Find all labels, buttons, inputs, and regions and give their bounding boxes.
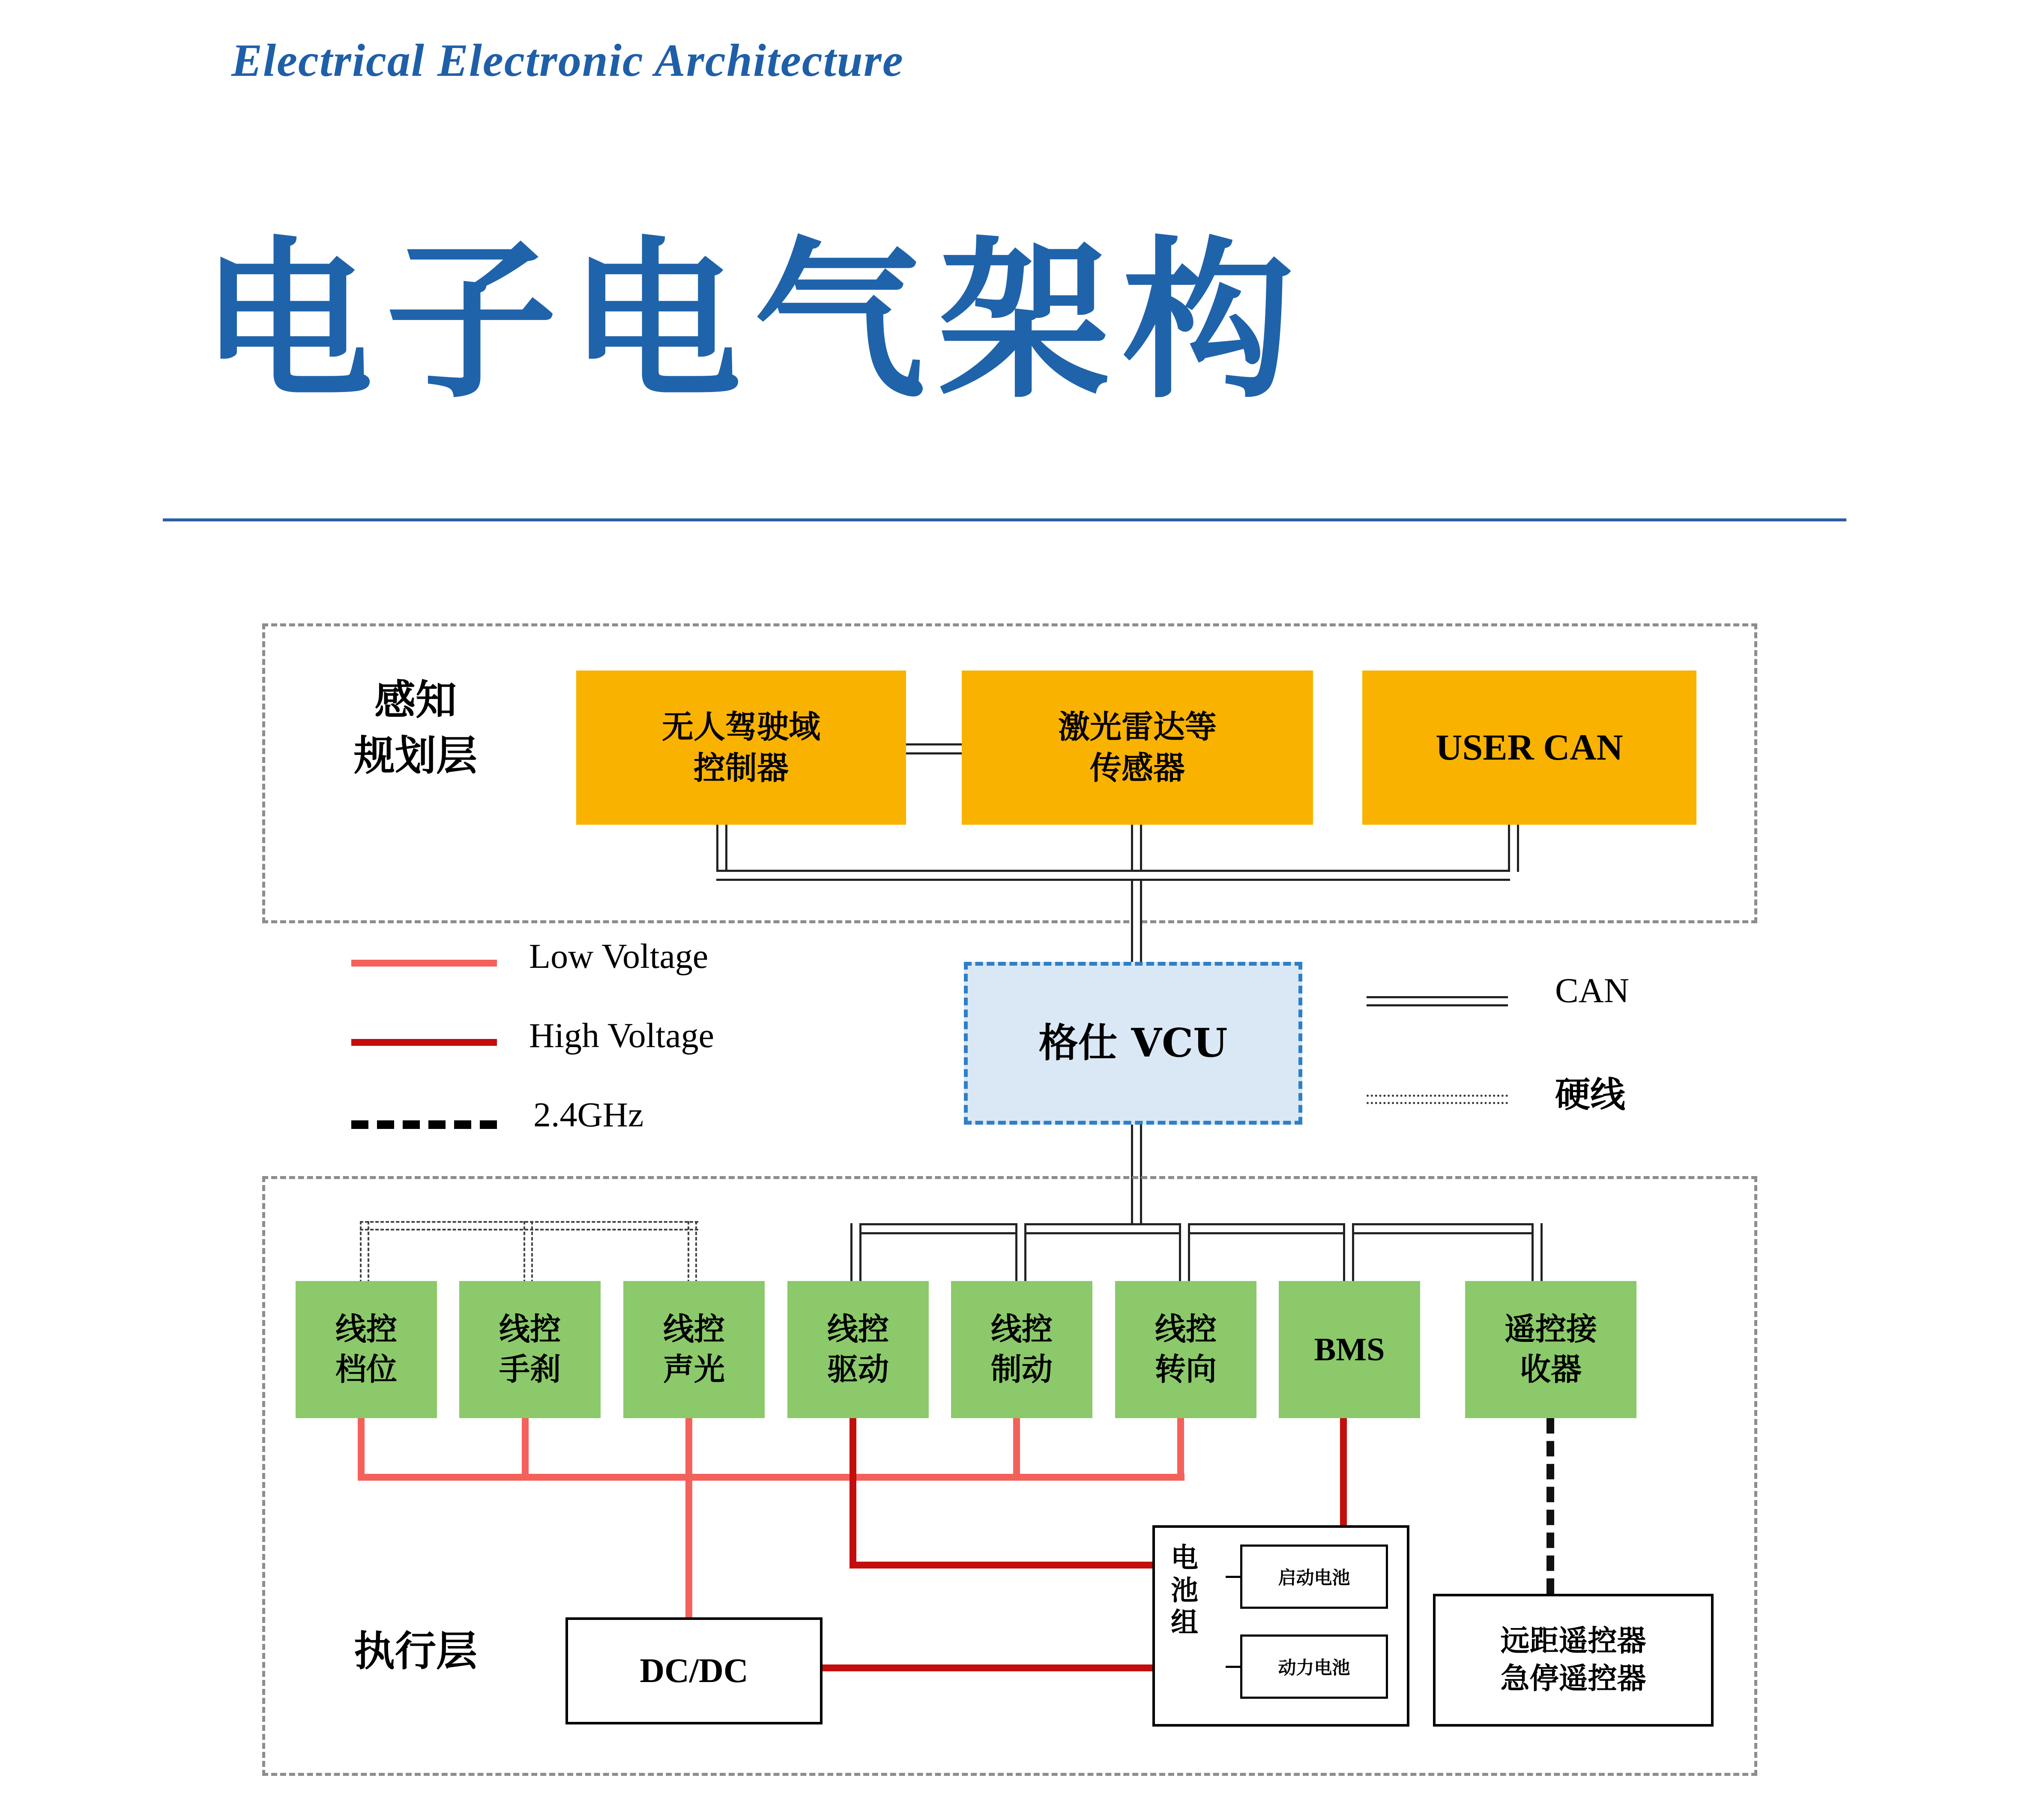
ad-domain-label-line2: 控制器 [694, 750, 789, 787]
remote-controller-label-line2: 急停遥控器 [1500, 1662, 1646, 1696]
drive-label-line1: 线控 [827, 1311, 889, 1347]
node-bms[interactable] [1279, 1281, 1420, 1418]
sound-light-label-line1: 线控 [663, 1311, 725, 1347]
gear-label-line1: 线控 [335, 1311, 397, 1347]
node-drive-by-wire-brake[interactable] [951, 1281, 1092, 1418]
can-drop-drive [850, 1223, 861, 1283]
header-divider [163, 518, 1846, 521]
remote-receiver-label-line1: 遥控接 [1504, 1311, 1597, 1347]
handbrake-label-line1: 线控 [499, 1311, 561, 1347]
bms-label: BMS [1314, 1331, 1385, 1368]
hardwire-drop-handbrake [523, 1221, 533, 1283]
node-remote-controller[interactable] [1433, 1594, 1714, 1727]
lv-drop-steering [1177, 1418, 1184, 1480]
lv-feed-dcdc [685, 1474, 692, 1617]
wireless-link-remote [1546, 1418, 1554, 1594]
node-drive-by-wire-drive[interactable] [787, 1281, 929, 1418]
perception-label-line2: 规划层 [354, 731, 477, 780]
lv-bus [358, 1474, 1185, 1481]
node-drive-by-wire-handbrake[interactable] [459, 1281, 601, 1418]
node-drive-by-wire-sound-light[interactable] [623, 1281, 765, 1418]
ad-domain-label-line1: 无人驾驶域 [662, 708, 820, 745]
vcu-label: 格仕 VCU [1038, 1020, 1228, 1066]
node-vcu[interactable] [964, 962, 1302, 1125]
gear-label-line2: 档位 [335, 1351, 397, 1387]
node-ad-domain-controller[interactable] [576, 671, 906, 825]
node-drive-by-wire-steering[interactable] [1115, 1281, 1256, 1418]
legend-swatch-can [1367, 996, 1508, 1006]
battery-label-text: 电 池 组 [1171, 1542, 1198, 1639]
legend-label-low-voltage: Low Voltage [529, 937, 709, 976]
perception-layer-label [326, 673, 506, 784]
execution-label-line1: 执行层 [354, 1627, 477, 1675]
drive-label-line2: 驱动 [827, 1351, 889, 1387]
brake-label-line2: 制动 [990, 1351, 1053, 1387]
node-remote-receiver[interactable] [1465, 1281, 1636, 1418]
steering-label-line1: 线控 [1155, 1311, 1217, 1347]
steering-label-line2: 转向 [1155, 1351, 1217, 1387]
lidar-label-line2: 传感器 [1090, 750, 1185, 787]
can-drop-user-can [1508, 825, 1519, 872]
can-bus-perception [716, 870, 1510, 881]
page-title-english: Electrical Electronic Architecture [231, 35, 904, 86]
legend-label-wireless-2-4ghz: 2.4GHz [533, 1095, 644, 1134]
hv-drop-drive [850, 1418, 856, 1566]
brake-label-line1: 线控 [990, 1311, 1053, 1347]
lv-drop-gear [358, 1418, 365, 1480]
perception-label-line1: 感知 [374, 676, 457, 724]
hardwire-drop-gear [360, 1221, 369, 1283]
lv-drop-brake [1013, 1418, 1020, 1480]
hv-dcdc-to-battery [822, 1664, 1156, 1671]
can-bus-execution [850, 1223, 1538, 1234]
node-user-can[interactable] [1362, 671, 1696, 825]
can-drop-steering [1179, 1223, 1190, 1283]
legend-swatch-high-voltage [351, 1039, 497, 1046]
remote-controller-label-line1: 远距遥控器 [1500, 1624, 1646, 1658]
sound-light-label-line2: 声光 [663, 1351, 725, 1387]
can-link-ad-to-lidar [906, 743, 962, 754]
battery-terminal-power-icon [1226, 1666, 1240, 1668]
can-drop-brake [1015, 1223, 1026, 1283]
battery-cell-power[interactable] [1240, 1634, 1388, 1699]
node-drive-by-wire-gear[interactable] [296, 1281, 437, 1418]
page-title-chinese: 电子电气架构 [201, 220, 1307, 422]
node-dcdc[interactable] [565, 1617, 823, 1724]
lv-drop-sound-light [685, 1418, 692, 1480]
starter-battery-label: 启动电池 [1278, 1567, 1350, 1588]
execution-layer-label [326, 1624, 506, 1679]
legend-label-high-voltage: High Voltage [529, 1016, 715, 1055]
node-lidar-sensors[interactable] [962, 671, 1313, 825]
remote-receiver-label-line2: 收器 [1520, 1351, 1582, 1387]
legend-swatch-low-voltage [351, 960, 497, 967]
power-battery-label: 动力电池 [1278, 1657, 1350, 1678]
user-can-label: USER CAN [1436, 727, 1623, 768]
lidar-label-line1: 激光雷达等 [1058, 708, 1217, 745]
can-drop-bms [1343, 1223, 1354, 1283]
battery-cell-starter[interactable] [1240, 1545, 1388, 1609]
legend-label-hardwire: 硬线 [1555, 1075, 1626, 1115]
can-drop-ad-domain [716, 825, 727, 872]
battery-pack-label [1167, 1542, 1202, 1640]
legend-swatch-hardwire [1367, 1095, 1508, 1104]
hardwire-drop-sound-light [688, 1221, 697, 1283]
lv-drop-handbrake [522, 1418, 529, 1480]
legend-swatch-wireless-2-4ghz [351, 1120, 497, 1129]
battery-terminal-starter-icon [1226, 1576, 1240, 1578]
handbrake-label-line2: 手刹 [499, 1351, 561, 1387]
can-drop-remote-receiver [1531, 1223, 1543, 1283]
dcdc-label: DC/DC [640, 1652, 748, 1690]
legend-label-can: CAN [1555, 971, 1630, 1010]
